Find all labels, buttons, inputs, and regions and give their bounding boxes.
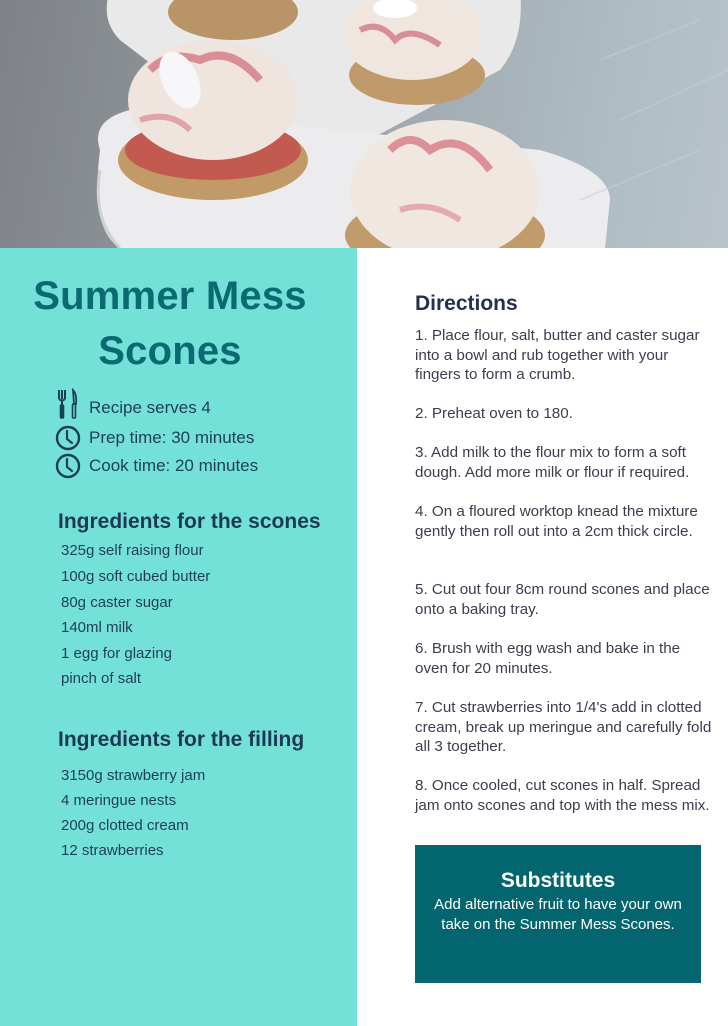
substitutes-heading: Substitutes — [500, 869, 616, 892]
clock-icon — [55, 425, 81, 451]
direction-step: 8. Once cooled, cut scones in half. Spread jam onto scones and top with the mess mix. — [415, 777, 710, 814]
ingredient-item: 80g caster sugar — [61, 594, 173, 611]
meta-prep-text: Prep time: 30 minutes — [89, 428, 255, 447]
meta-prep — [55, 426, 255, 450]
meta-cook — [55, 454, 259, 478]
direction-step: 4. On a floured worktop knead the mixture gently then roll out into a 2cm thick circle. — [415, 503, 698, 540]
direction-step: 3. Add milk to the flour mix to form a soft dough. Add more milk or flour if required. — [415, 444, 690, 481]
ingredients-scones-heading: Ingredients for the scones — [58, 510, 321, 533]
clock-icon — [55, 453, 81, 479]
ingredient-item: 140ml milk — [61, 619, 133, 636]
substitutes-text: Add alternative fruit to have your own take on the Summer Mess Scones. — [434, 896, 682, 933]
meta-cook-text: Cook time: 20 minutes — [89, 456, 259, 475]
ingredient-item: 3150g strawberry jam — [61, 767, 206, 784]
meta-serves — [55, 396, 211, 420]
recipe-info-panel — [0, 248, 357, 1026]
ingredient-item: 100g soft cubed butter — [61, 568, 211, 585]
direction-step: 1. Place flour, salt, butter and caster sugar into a bowl and rub together with your fingers to form a crumb. — [415, 327, 700, 384]
ingredient-item: 12 strawberries — [61, 842, 164, 859]
ingredient-item: 4 meringue nests — [61, 792, 177, 809]
recipe-title-line1: Summer Mess — [33, 274, 307, 318]
substitutes-box — [415, 845, 701, 983]
cutlery-icon — [55, 388, 81, 420]
ingredient-item: 1 egg for glazing — [61, 645, 172, 662]
direction-step: 7. Cut strawberries into 1/4's add in clotted cream, break up meringue and carefully fold all 3 together. — [415, 699, 712, 756]
ingredient-item: pinch of salt — [61, 670, 142, 687]
directions-panel — [357, 248, 728, 1026]
ingredient-item: 200g clotted cream — [61, 817, 189, 834]
recipe-photo — [0, 0, 728, 248]
directions-heading: Directions — [415, 292, 518, 315]
recipe-title-line2: Scones — [98, 329, 242, 373]
ingredient-item: 325g self raising flour — [61, 542, 204, 559]
direction-step: 5. Cut out four 8cm round scones and place onto a baking tray. — [415, 581, 710, 618]
photo-image — [0, 0, 728, 248]
direction-step: 2. Preheat oven to 180. — [415, 405, 573, 422]
direction-step: 6. Brush with egg wash and bake in the oven for 20 minutes. — [415, 640, 681, 677]
meta-serves-text: Recipe serves 4 — [89, 398, 211, 417]
ingredients-filling-heading: Ingredients for the filling — [58, 728, 305, 751]
